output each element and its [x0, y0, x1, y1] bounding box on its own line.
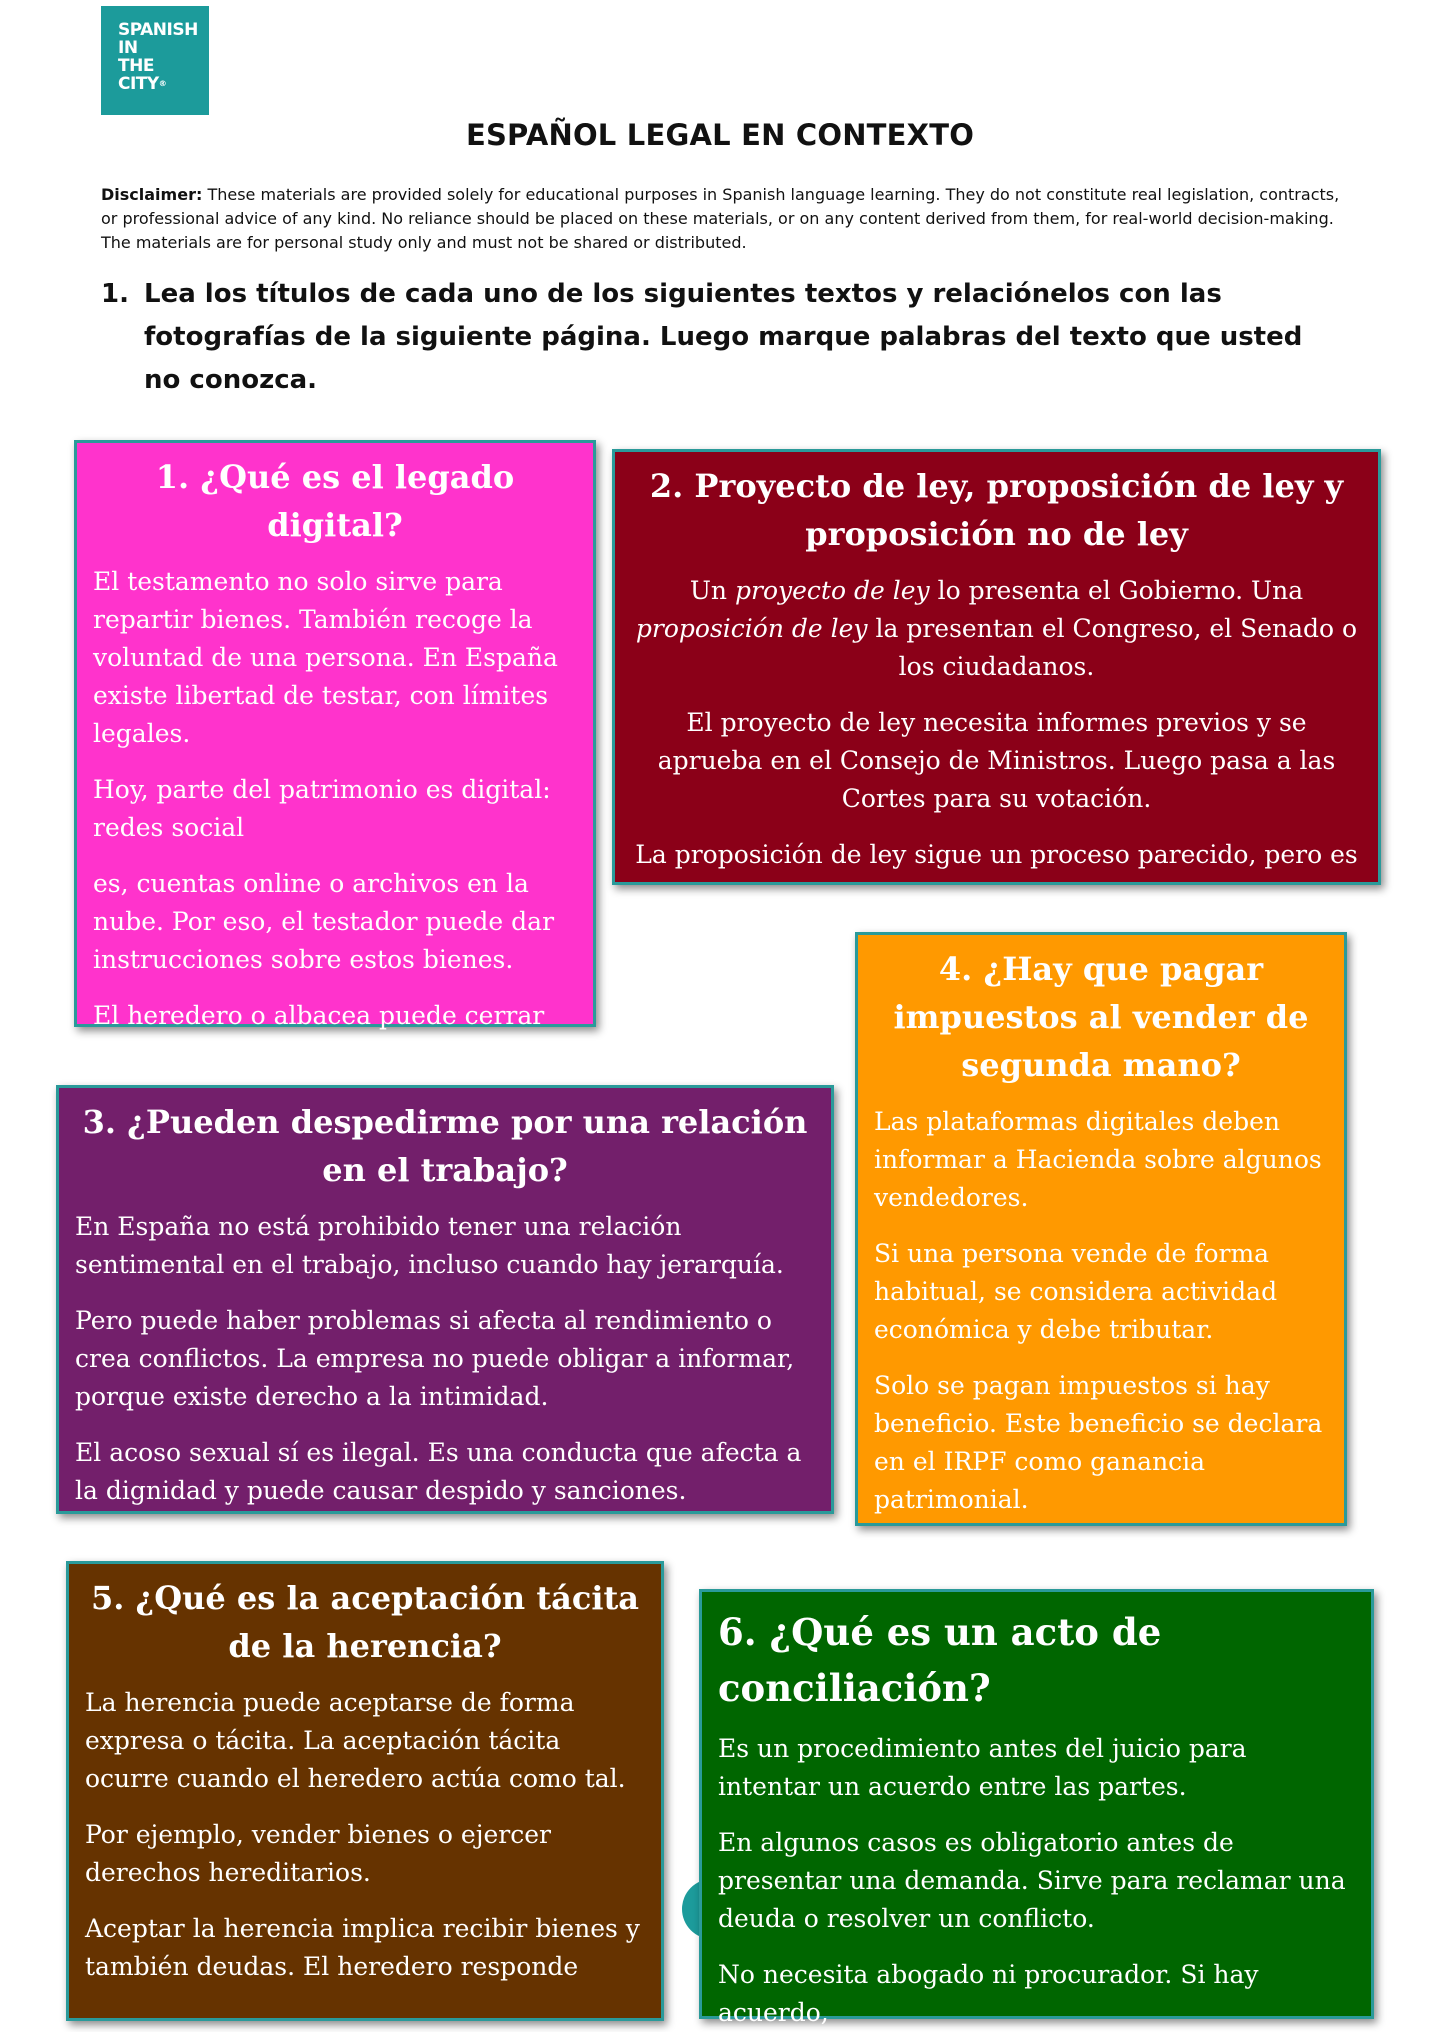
card-paragraph: La proposición de ley sigue un proceso parecido, pero es [635, 840, 1358, 869]
logo-line-text: CITY [118, 74, 159, 94]
card-acto-conciliacion [699, 1589, 1374, 2027]
text-run: Un [689, 576, 735, 605]
brand-logo [101, 6, 209, 115]
disclaimer [101, 183, 1341, 255]
disclaimer-text: These materials are provided solely for educational purposes in Spanish language learning. They do not constitute real legislation, contracts, or professional advice of any kind. No reliance should be placed on these materials, or on any content derived from them, for real-world decision-making. The materials are for personal study only and must not be shared or distributed. [101, 185, 1340, 252]
card-paragraph: Aceptar la herencia implica recibir bienes y también deudas. El heredero responde [85, 1914, 640, 1981]
italic-term: proyecto de ley [734, 576, 930, 605]
card-title: 3. ¿Pueden despedirme por una relación en el trabajo? [82, 1103, 808, 1189]
card-legado-digital [74, 440, 596, 1068]
card-paragraph: Por ejemplo, vender bienes o ejercer derechos hereditarios. [85, 1820, 551, 1887]
card-paragraph: Si una persona vende de forma habitual, se considera actividad económica y debe tributar. [874, 1239, 1278, 1344]
card-paragraph: es, cuentas online o archivos en la nube. Por eso, el testador puede dar instrucciones sobre estos bienes. [93, 869, 555, 974]
card-paragraph: Es un procedimiento antes del juicio para intentar un acuerdo entre las partes. [718, 1734, 1247, 1801]
page-title: ESPAÑOL LEGAL EN CONTEXTO [465, 118, 975, 152]
card-aceptacion-tacita [66, 1561, 664, 2021]
card-impuestos-segunda-mano [855, 932, 1347, 1526]
card-paragraph: Solo se pagan impuestos si hay beneficio. Este beneficio se declara en el IRPF como ganancia patrimonial. [874, 1371, 1323, 1514]
italic-term: proposición de ley [635, 614, 868, 643]
card-paragraph: En algunos casos es obligatorio antes de presentar una demanda. Sirve para reclamar una deuda o resolver un conflicto. [718, 1828, 1346, 1933]
card-title: 6. ¿Qué es un acto de conciliación? [718, 1610, 1162, 1710]
logo-line: IN [118, 38, 138, 58]
instruction-number: 1. [101, 279, 129, 309]
disclaimer-label: Disclaimer: [101, 185, 203, 204]
text-run: lo presenta el Gobierno. Una [929, 576, 1304, 605]
text-run: la presentan el Congreso, el Senado o los ciudadanos. [867, 614, 1358, 681]
card-title: 4. ¿Hay que pagar impuestos al vender de segunda mano? [893, 950, 1309, 1084]
card-paragraph: Pero puede haber problemas si afecta al rendimiento o crea conflictos. La empresa no puede obligar a informar, porque existe derecho a la intimidad. [75, 1306, 795, 1411]
instruction-text: Lea los títulos de cada uno de los siguientes textos y relaciónelos con las fotografías de la siguiente página. Luego marque palabras del texto que usted no conozca. [144, 279, 1303, 395]
card-title: 5. ¿Qué es la aceptación tácita de la herencia? [90, 1579, 639, 1665]
card-paragraph [631, 572, 1362, 686]
card-relacion-trabajo [56, 1085, 834, 1514]
card-paragraph: El testamento no solo sirve para repartir bienes. También recoge la voluntad de una persona. En España existe libertad de testar, con límites legales. [93, 567, 558, 748]
instruction [101, 273, 1341, 402]
card-paragraph: La herencia puede aceptarse de forma expresa o tácita. La aceptación tácita ocurre cuando el heredero actúa como tal. [85, 1688, 626, 1793]
card-paragraph: Hoy, parte del patrimonio es digital: redes social [93, 775, 551, 842]
card-paragraph: En España no está prohibido tener una relación sentimental en el trabajo, incluso cuando hay jerarquía. [75, 1212, 784, 1279]
card-paragraph: No necesita abogado ni procurador. Si hay acuerdo, [718, 1960, 1259, 2027]
registered-mark: ® [158, 79, 167, 88]
logo-line [118, 75, 209, 93]
card-paragraph: El proyecto de ley necesita informes previos y se aprueba en el Consejo de Ministros. Luego pasa a las Cortes para su votación. [657, 708, 1336, 813]
logo-line: SPANISH [118, 20, 198, 40]
card-paragraph: El acoso sexual sí es ilegal. Es una conducta que afecta a la dignidad y puede causar despido y sanciones. [75, 1438, 802, 1505]
card-paragraph: El heredero o albacea puede cerrar cuentas, acceder a datos o decidir su [93, 1001, 565, 1068]
card-title: 2. Proyecto de ley, proposición de ley y proposición no de ley [649, 467, 1344, 553]
card-paragraph: Las plataformas digitales deben informar a Hacienda sobre algunos vendedores. [874, 1107, 1322, 1212]
logo-line: THE [118, 56, 154, 76]
card-title: 1. ¿Qué es el legado digital? [155, 458, 515, 544]
card-proyecto-de-ley [612, 449, 1381, 885]
